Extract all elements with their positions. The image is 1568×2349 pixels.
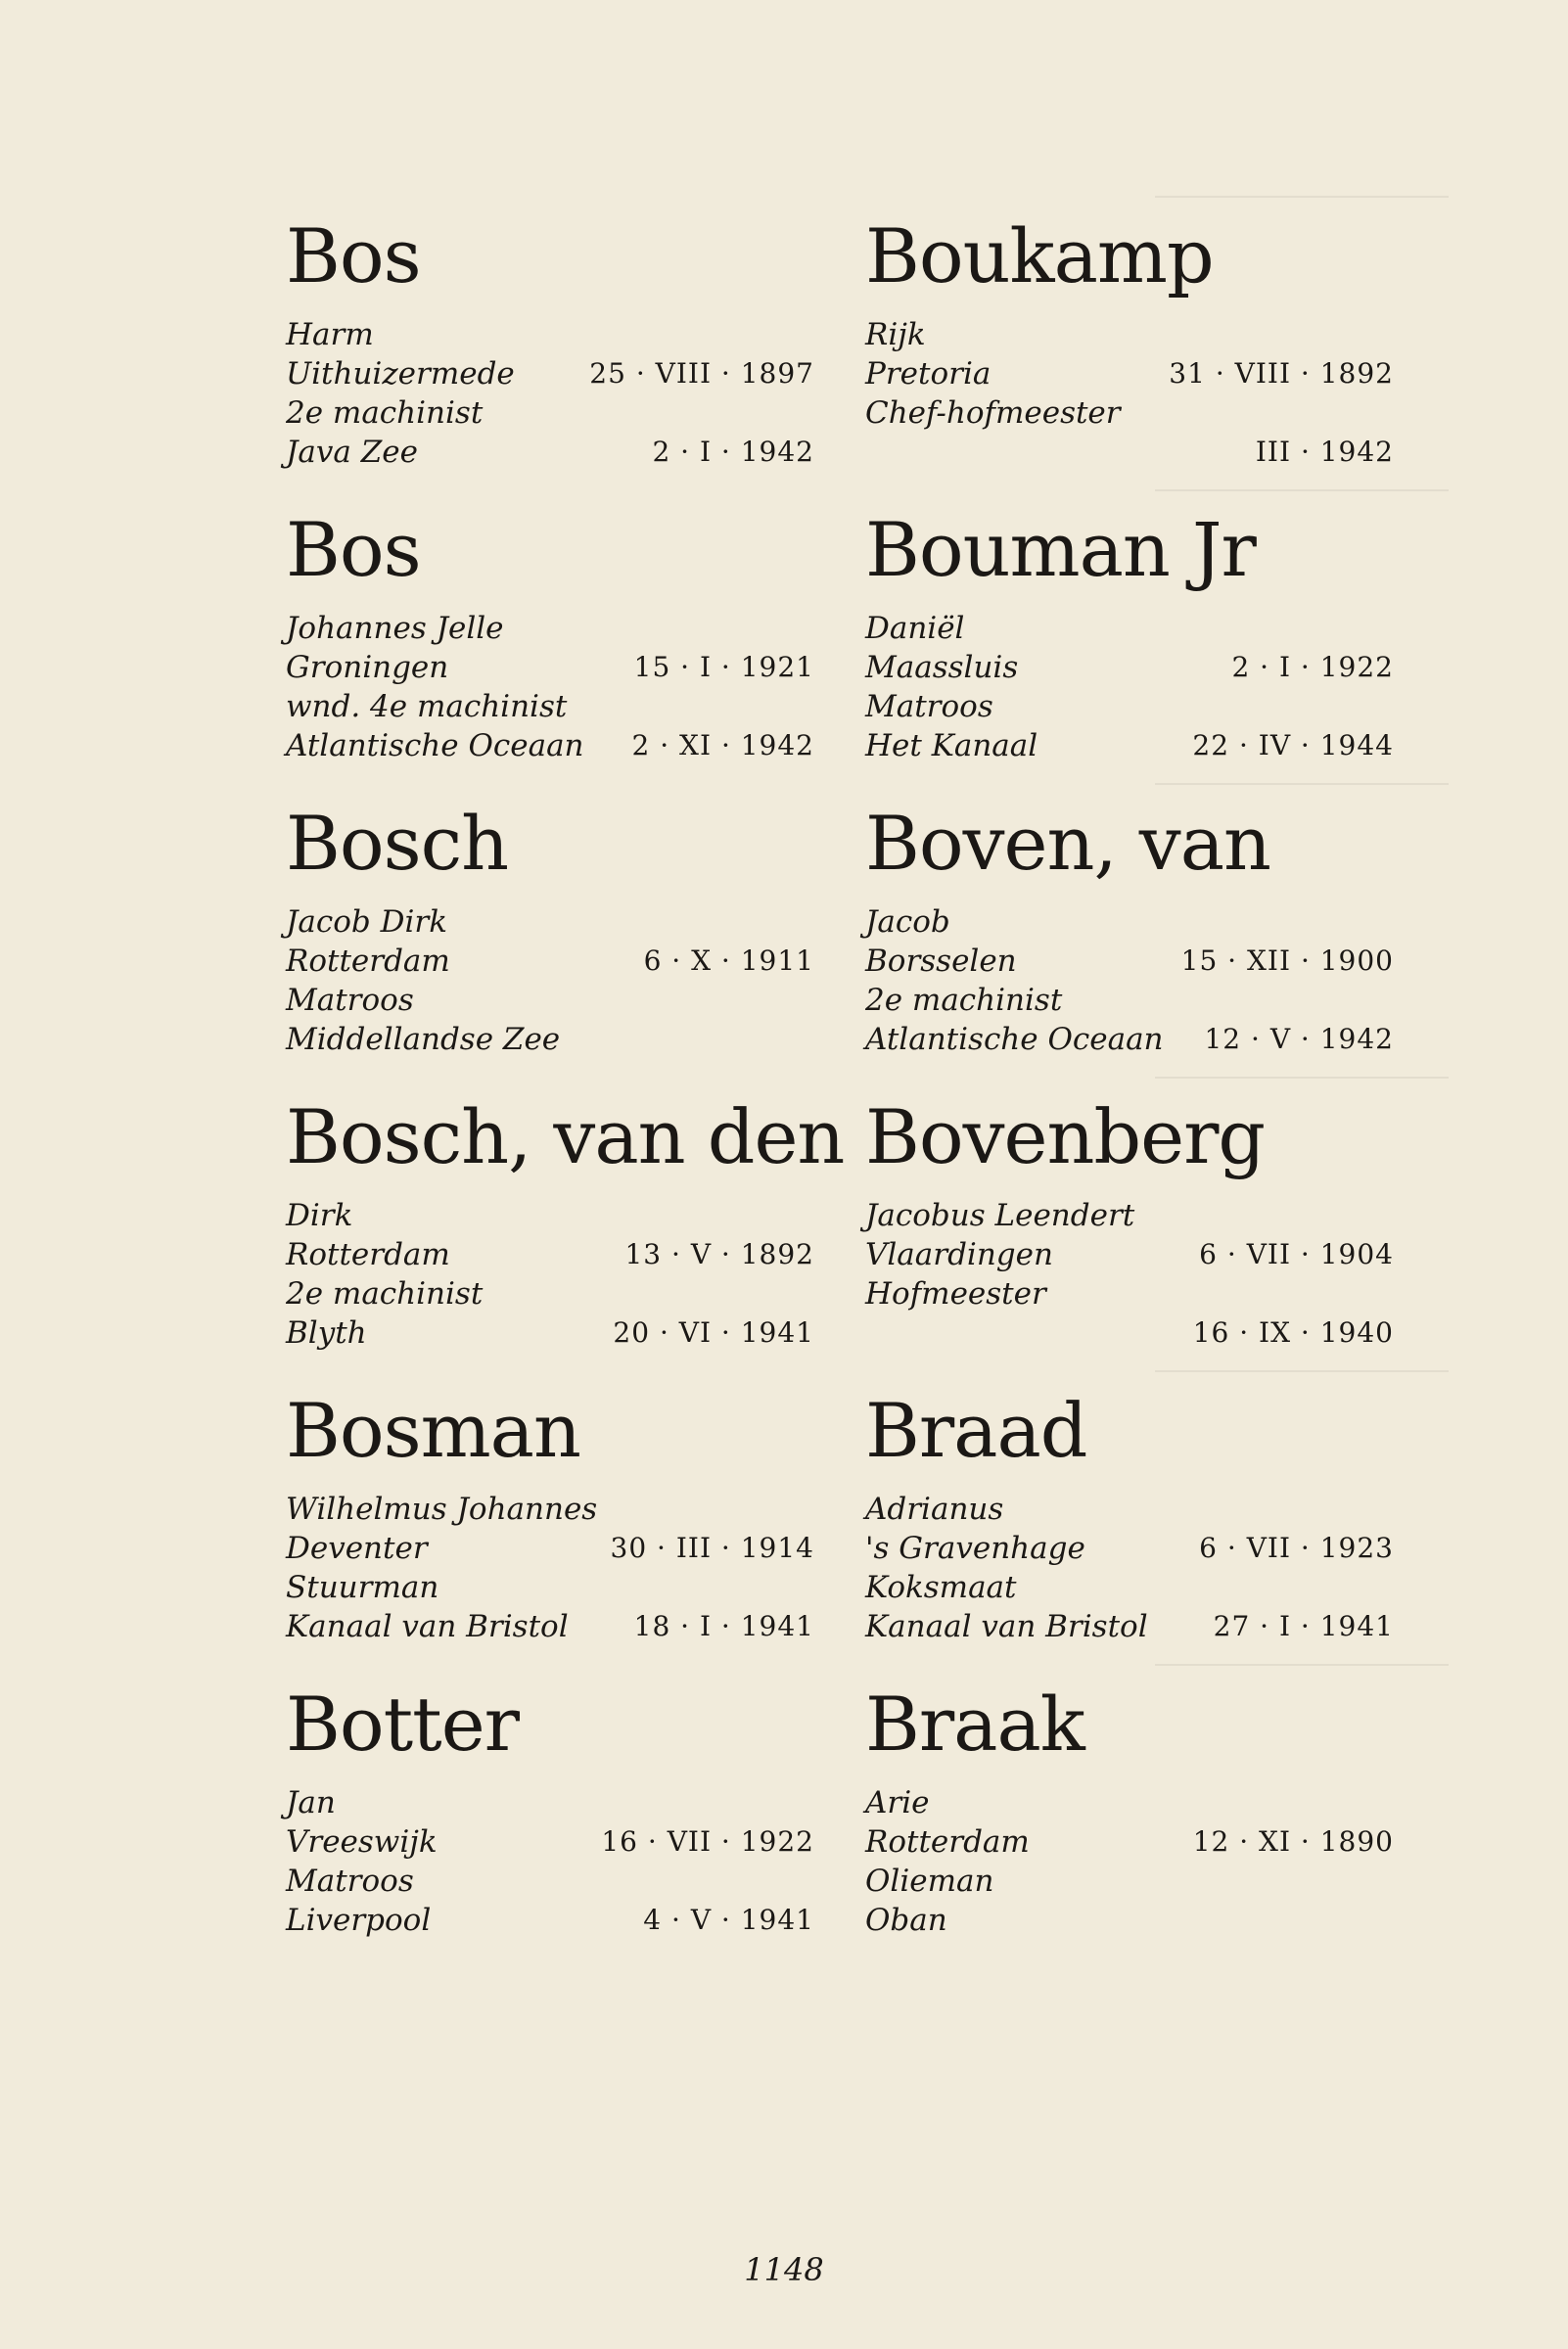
first-names: Jacobus Leendert — [865, 1198, 1135, 1233]
place-of-death: Atlantische Oceaan — [865, 1022, 1164, 1057]
memorial-entry — [286, 1088, 845, 1382]
surname: Bosman — [286, 1387, 580, 1474]
birth-date: 31 · VIII · 1892 — [1169, 357, 1394, 390]
birthplace: Rotterdam — [286, 944, 450, 979]
birthplace: Rotterdam — [286, 1237, 450, 1272]
first-names: Wilhelmus Johannes — [286, 1492, 598, 1527]
rank: Matroos — [286, 983, 414, 1018]
death-date: 4 · V · 1941 — [643, 1904, 814, 1936]
first-names: Johannes Jelle — [286, 611, 504, 646]
surname: Bovenberg — [865, 1093, 1266, 1180]
rank: Matroos — [865, 689, 993, 724]
birth-line — [865, 942, 1394, 981]
memorial-entry — [286, 1382, 814, 1676]
death-line — [865, 726, 1394, 765]
birthplace: Uithuizermede — [286, 356, 515, 392]
death-line — [865, 1020, 1394, 1059]
death-date: 22 · IV · 1944 — [1192, 729, 1394, 761]
death-date: 20 · VI · 1941 — [613, 1316, 814, 1349]
memorial-entry — [865, 501, 1394, 795]
birth-line — [286, 354, 814, 393]
birth-date: 6 · X · 1911 — [643, 944, 814, 977]
memorial-entry — [865, 1088, 1394, 1382]
place-of-death: Middellandse Zee — [286, 1022, 561, 1057]
memorial-entry — [865, 207, 1394, 501]
death-date: 18 · I · 1941 — [633, 1610, 814, 1642]
birthplace: Maassluis — [865, 650, 1019, 685]
surname: Bosch, van den — [286, 1093, 845, 1180]
death-date: 16 · IX · 1940 — [1192, 1316, 1394, 1349]
birth-date: 30 · III · 1914 — [610, 1532, 814, 1564]
rank: 2e machinist — [865, 983, 1063, 1018]
death-line — [865, 433, 1394, 472]
death-date: III · 1942 — [1255, 436, 1394, 468]
death-line — [286, 1313, 814, 1353]
death-line — [865, 1607, 1394, 1646]
birthplace: Vlaardingen — [865, 1237, 1053, 1272]
death-line — [286, 1901, 814, 1940]
place-of-death: Atlantische Oceaan — [286, 728, 584, 763]
first-names: Adrianus — [865, 1492, 1004, 1527]
place-of-death: Liverpool — [286, 1903, 432, 1938]
birthplace: Pretoria — [865, 356, 992, 392]
birthplace: Rotterdam — [865, 1824, 1030, 1860]
place-of-death: Java Zee — [286, 435, 418, 470]
first-names: Jacob — [865, 904, 950, 940]
surname: Braak — [865, 1681, 1084, 1768]
surname: Bos — [286, 212, 421, 299]
surname: Bos — [286, 506, 421, 593]
rank: 2e machinist — [286, 1276, 484, 1312]
page-number: 1148 — [744, 2251, 824, 2288]
rank: Stuurman — [286, 1570, 439, 1605]
rank: Matroos — [286, 1864, 414, 1899]
memorial-entry — [286, 501, 814, 795]
death-date: 27 · I · 1941 — [1213, 1610, 1394, 1642]
birth-date: 12 · XI · 1890 — [1192, 1825, 1394, 1858]
place-of-death: Blyth — [286, 1315, 367, 1351]
place-of-death: Het Kanaal — [865, 728, 1038, 763]
birth-line — [865, 1822, 1394, 1862]
birth-date: 6 · VII · 1923 — [1199, 1532, 1394, 1564]
birth-date: 15 · I · 1921 — [633, 651, 814, 683]
birth-line — [286, 1529, 814, 1568]
birthplace: 's Gravenhage — [865, 1531, 1085, 1566]
memorial-entry — [865, 1382, 1394, 1676]
birth-line — [286, 1822, 814, 1862]
death-line — [865, 1313, 1394, 1353]
rank: 2e machinist — [286, 395, 484, 431]
death-date: 12 · V · 1942 — [1204, 1023, 1394, 1055]
birthplace: Vreeswijk — [286, 1824, 438, 1860]
first-names: Daniël — [865, 611, 965, 646]
first-names: Rijk — [865, 317, 926, 352]
surname: Bosch — [286, 800, 509, 887]
first-names: Jacob Dirk — [286, 904, 448, 940]
birth-line — [286, 648, 814, 687]
death-line — [286, 1020, 814, 1059]
rank: Koksmaat — [865, 1570, 1017, 1605]
birth-line — [865, 1235, 1394, 1274]
surname: Bouman Jr — [865, 506, 1256, 593]
birth-date: 2 · I · 1922 — [1231, 651, 1394, 683]
surname: Braad — [865, 1387, 1087, 1474]
surname: Boven, van — [865, 800, 1270, 887]
first-names: Arie — [865, 1785, 930, 1820]
birth-date: 16 · VII · 1922 — [601, 1825, 814, 1858]
rank: Olieman — [865, 1864, 994, 1899]
memorial-entry — [865, 1676, 1394, 1969]
first-names: Harm — [286, 317, 374, 352]
death-line — [286, 433, 814, 472]
left-column — [286, 207, 845, 1969]
first-names: Jan — [286, 1785, 336, 1820]
rank: wnd. 4e machinist — [286, 689, 568, 724]
death-line — [286, 1607, 814, 1646]
death-date: 2 · XI · 1942 — [631, 729, 814, 761]
rank: Hofmeester — [865, 1276, 1046, 1312]
birth-date: 15 · XII · 1900 — [1180, 944, 1394, 977]
birth-line — [865, 354, 1394, 393]
birth-line — [865, 1529, 1394, 1568]
death-date: 2 · I · 1942 — [652, 436, 814, 468]
place-of-death: Kanaal van Bristol — [865, 1609, 1148, 1644]
death-line — [865, 1901, 1394, 1940]
memorial-entry — [286, 1676, 814, 1969]
birth-date: 25 · VIII · 1897 — [589, 357, 814, 390]
first-names: Dirk — [286, 1198, 353, 1233]
place-of-death: Kanaal van Bristol — [286, 1609, 569, 1644]
place-of-death: Oban — [865, 1903, 947, 1938]
birth-date: 6 · VII · 1904 — [1199, 1238, 1394, 1270]
surname: Botter — [286, 1681, 519, 1768]
birthplace: Groningen — [286, 650, 449, 685]
birth-date: 13 · V · 1892 — [624, 1238, 814, 1270]
death-line — [286, 726, 814, 765]
memorial-entry — [865, 795, 1394, 1088]
memorial-entry — [286, 207, 814, 501]
birthplace: Borsselen — [865, 944, 1017, 979]
memorial-entry — [286, 795, 814, 1088]
surname: Boukamp — [865, 212, 1214, 299]
rank: Chef-hofmeester — [865, 395, 1121, 431]
right-column — [865, 207, 1394, 1969]
birth-line — [865, 648, 1394, 687]
birthplace: Deventer — [286, 1531, 428, 1566]
birth-line — [286, 942, 814, 981]
birth-line — [286, 1235, 814, 1274]
